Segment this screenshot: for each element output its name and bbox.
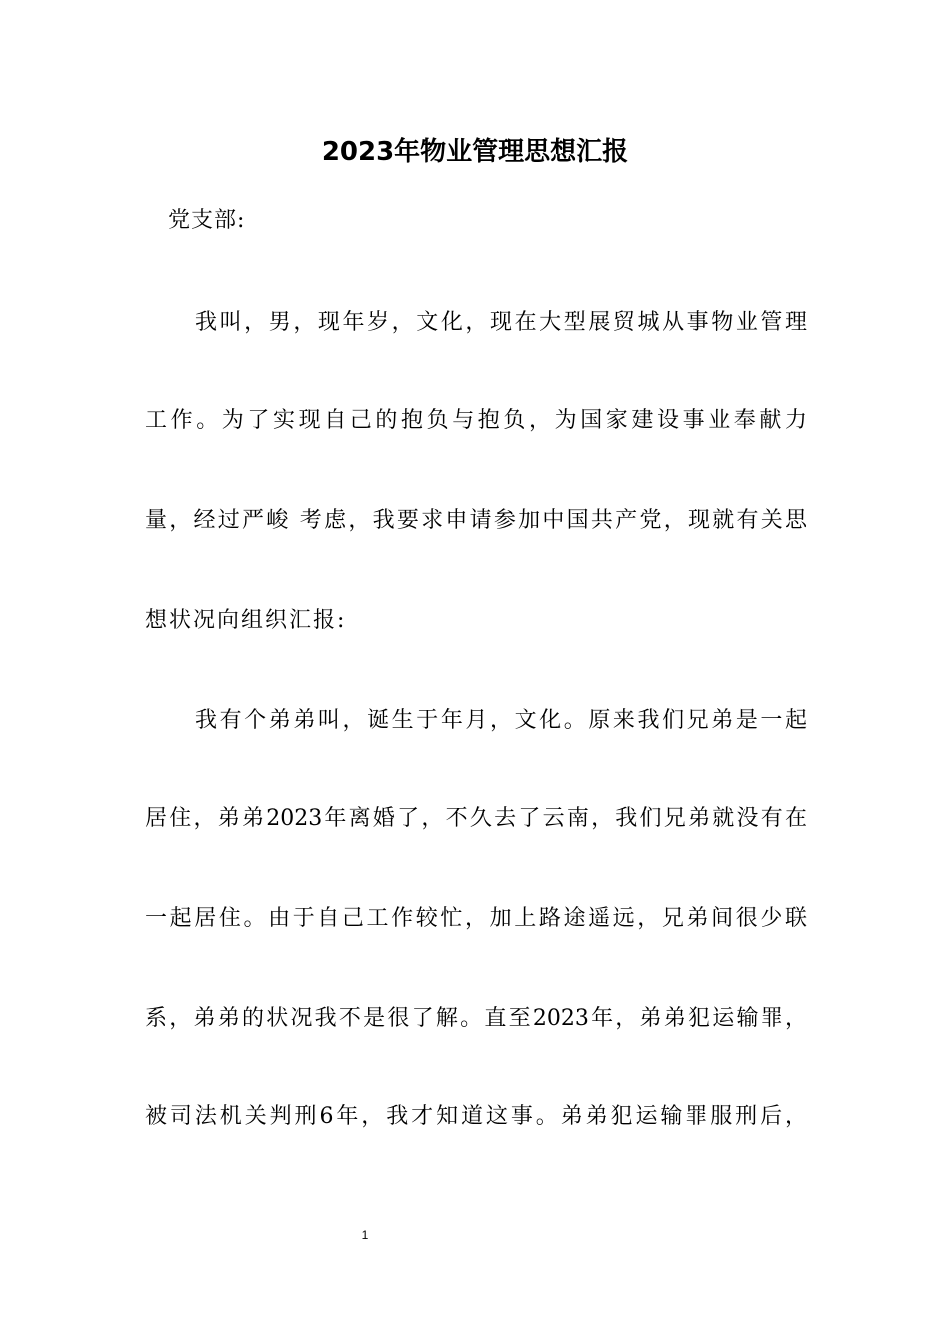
paragraph-line: 想状况向组织汇报: <box>145 608 347 633</box>
paragraph-line: 量，经过严峻 考虑，我要求申请参加中国共产党，现就有关思 <box>145 508 807 533</box>
page-number: 1 <box>361 1228 369 1242</box>
paragraph-line: 我有个弟弟叫，诞生于年月，文化。原来我们兄弟是一起 <box>195 708 807 733</box>
paragraph-line: 系，弟弟的状况我不是很了解。直至2023年，弟弟犯运输罪， <box>145 1006 807 1031</box>
salutation: 党支部: <box>168 208 246 233</box>
document-title: 2023年物业管理思想汇报 <box>321 137 629 167</box>
paragraph-line: 我叫，男，现年岁，文化，现在大型展贸城从事物业管理 <box>195 310 807 335</box>
paragraph-line: 工作。为了实现自己的抱负与抱负，为国家建设事业奉献力 <box>145 408 807 433</box>
paragraph-line: 居住，弟弟2023年离婚了，不久去了云南，我们兄弟就没有在 <box>145 806 807 831</box>
paragraph-line: 被司法机关判刑6年，我才知道这事。弟弟犯运输罪服刑后， <box>145 1104 807 1129</box>
paragraph-line: 一起居住。由于自己工作较忙，加上路途遥远，兄弟间很少联 <box>145 906 807 931</box>
